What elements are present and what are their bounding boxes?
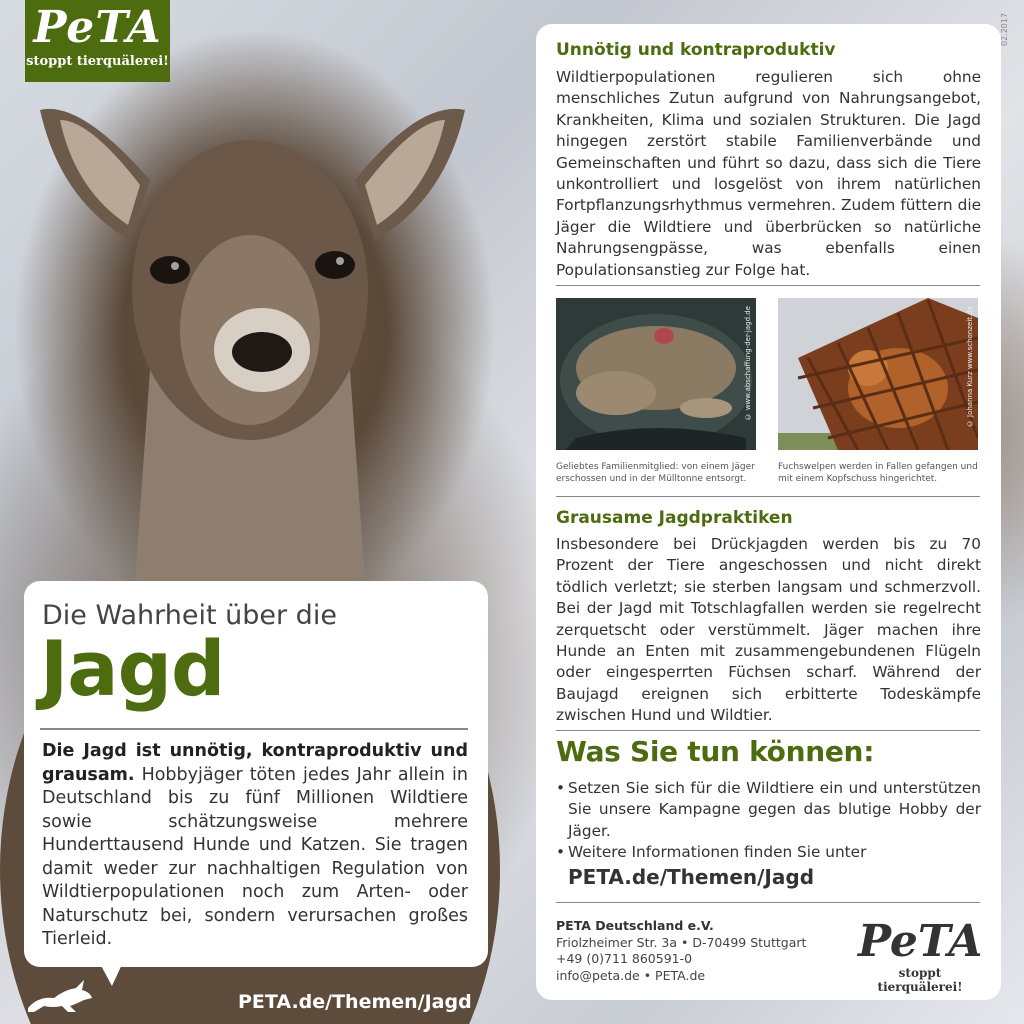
org-phone[interactable]: +49 (0)711 860591-0 — [556, 951, 693, 966]
fox-photo-image — [778, 298, 978, 450]
info-url-link[interactable]: PETA.de/Themen/Jagd — [568, 865, 815, 889]
photo-cat-in-trash — [556, 298, 756, 450]
peta-logo-wordmark: PeTA — [858, 916, 983, 967]
peta-logo-tagline: stoppt tierquälerei! — [877, 966, 963, 994]
intro-text — [42, 740, 468, 952]
photo-credit: © www.abschaffung-der-jagd.de — [744, 306, 752, 421]
footer-url-link[interactable]: PETA.de/Themen/Jagd — [238, 991, 472, 1013]
divider — [556, 902, 980, 903]
peta-logo[interactable] — [25, 0, 170, 82]
photo-caption: Geliebtes Familienmitglied: von einem Jäger erschossen und in der Mülltonne entsorgt. — [556, 462, 755, 484]
section-heading-unnecessary: Unnötig und kontraproduktiv — [556, 40, 836, 60]
list-item: • Setzen Sie sich für die Wildtiere ein und unterstützen Sie unsere Kampagne gegen das blutige Hobby der Jäger. — [556, 778, 981, 842]
org-contact-block — [556, 918, 806, 984]
section-heading-cruel: Grausame Jagdpraktiken — [556, 508, 793, 528]
divider — [556, 496, 980, 497]
bullet-icon: • — [556, 843, 566, 862]
intro-body: Hobbyjäger töten jedes Jahr allein in Deutschland bis zu fünf Millionen Wildtiere sowie schätzungsweise mehrere Hunderttausend Hunde und Katzen. Sie tragen damit weder zur nachhaltigen Regulation von Wildtierpopulationen noch zum Arten- oder Naturschutz bei, sondern verursachen großes Tierleid. — [42, 764, 468, 949]
divider — [40, 728, 468, 730]
org-address: Friolzheimer Str. 3a • D-70499 Stuttgart — [556, 934, 807, 950]
photo-fox-in-cage — [778, 298, 978, 450]
section-heading-action: Was Sie tun können: — [556, 735, 875, 768]
org-email-website[interactable]: info@peta.de • PETA.de — [556, 967, 706, 983]
print-date: 02.2017 — [1000, 12, 1009, 46]
photo-caption: Fuchswelpen werden in Fallen gefangen und mit einem Kopfschuss hingerichtet. — [778, 462, 978, 484]
intro-subtitle: Die Wahrheit über die — [42, 600, 337, 631]
org-name: PETA Deutschland e.V. — [556, 918, 714, 933]
intro-lead: Die Jagd ist unnötig, kontraproduktiv und grausam. — [42, 741, 468, 785]
photo-credit: © Johanna Kurz www.schonzeit.de — [966, 306, 974, 428]
list-item: • Weitere Informationen finden Sie unter — [556, 842, 981, 863]
peta-logo-footer[interactable] — [858, 918, 982, 994]
divider — [556, 730, 980, 731]
intro-title: Jagd — [40, 624, 225, 713]
action-list — [556, 778, 981, 864]
section-text-unnecessary: Wildtierpopulationen regulieren sich ohne menschliches Zutun aufgrund von Nahrungsangebot, Krankheiten, Klima und sozialen Strukturen. Die Jagd hingegen zerstört stabile Familienverbände und Gemeinschaften und führt so dazu, dass sich die Tiere unkontrolliert und losgelöst von ihrem natürlichen Fortpflanzungsrhythmus vermehren. Zudem füttern die Jäger die Wildtiere und überbrücken so natürliche Nahrungsengpässe, was ebenfalls einen Populationsanstieg zur Folge hat. — [556, 68, 981, 279]
cat-photo-image — [556, 298, 756, 450]
bullet-icon: • — [556, 779, 566, 797]
divider — [556, 285, 980, 286]
peta-logo-wordmark: PeTA — [33, 2, 162, 53]
peta-logo-tagline: stoppt tierquälerei! — [26, 54, 169, 69]
section-text-cruel: Insbesondere bei Drückjagden werden bis zu 70 Prozent der Tiere angeschossen und nicht direkt tödlich verletzt; sie sterben langsam und schmerzvoll. Bei der Jagd mit Totschlagfallen werden sie regelrecht zerquetscht oder verstümmelt. Jäger machen ihre Hunde an Enten mit zusammengebundenen Flügeln oder eingesperrten Füchsen scharf. Während der Baujagd ereignen sich erbitterte Todeskämpfe zwischen Hund und Wildtier. — [556, 535, 981, 725]
hare-icon — [24, 978, 96, 1014]
